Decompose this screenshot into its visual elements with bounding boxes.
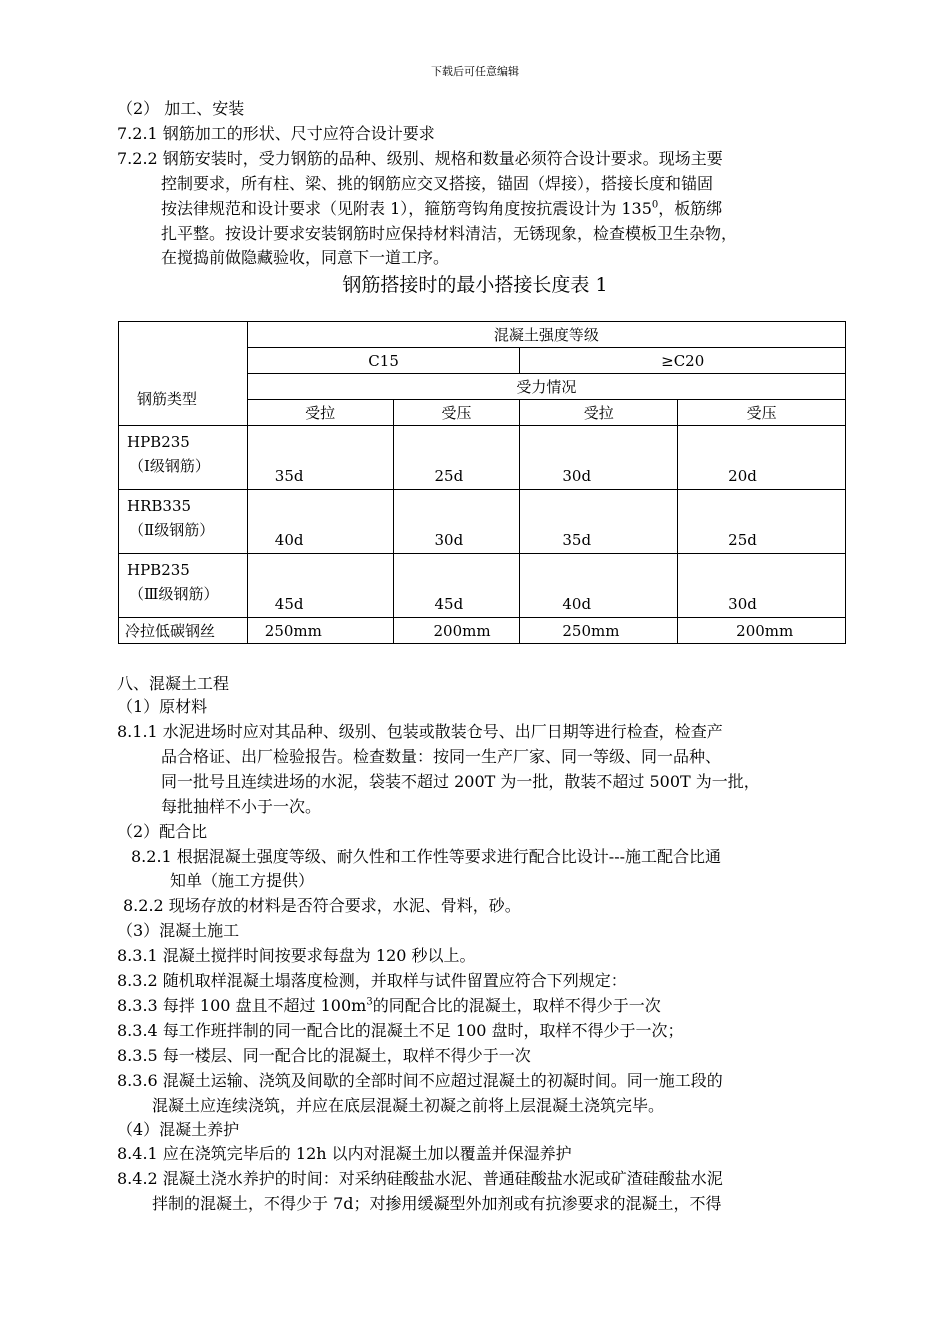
rebar-type-cell: HRB335 （Ⅱ级钢筋） xyxy=(119,490,248,554)
clause-line: 在搅捣前做隐藏验收，同意下一道工序。 xyxy=(161,248,450,267)
tension-header: 受拉 xyxy=(247,400,393,426)
clause-line: 7.2.2 钢筋安装时，受力钢筋的品种、级别、规格和数量必须符合设计要求。现场主要 xyxy=(117,149,723,168)
rebar-type-cell: HPB235 （Ⅰ级钢筋） xyxy=(119,426,248,490)
grade-c15: C15 xyxy=(247,348,520,374)
page-header: 下载后可任意编辑 xyxy=(431,65,519,78)
clause-line: 同一批号且连续进场的水泥，袋装不超过 200T 为一批，散装不超过 500T 为一批， xyxy=(161,772,760,791)
clause-8-4-1: 8.4.1 应在浇筑完毕后的 12h 以内对混凝土加以覆盖并保湿养护 xyxy=(117,1144,572,1163)
subsection-title-construction: （3）混凝土施工 xyxy=(117,921,240,940)
value-cell: 35d xyxy=(562,531,592,549)
clause-8-2-2: 8.2.2 现场存放的材料是否符合要求，水泥、骨料，砂。 xyxy=(123,896,521,915)
clause-8-3-5: 8.3.5 每一楼层、同一配合比的混凝土，取样不得少于一次 xyxy=(117,1046,531,1065)
value-cell: 45d xyxy=(434,595,464,613)
clause-line: 混凝土应连续浇筑，并应在底层混凝土初凝之前将上层混凝土浇筑完毕。 xyxy=(152,1096,665,1115)
clause-8-3-4: 8.3.4 每工作班拌制的同一配合比的混凝土不足 100 盘时，取样不得少于一次； xyxy=(117,1021,684,1040)
clause-line: 品合格证、出厂检验报告。检查数量：按同一生产厂家、同一等级、同一品种、 xyxy=(161,747,722,766)
value-cell: 250mm xyxy=(264,621,322,640)
value-cell: 40d xyxy=(562,595,592,613)
table-title: 钢筋搭接时的最小搭接长度表 1 xyxy=(342,274,608,296)
table-row xyxy=(119,490,846,554)
compression-header: 受压 xyxy=(678,400,846,426)
value-cell: 30d xyxy=(728,595,757,613)
value-cell: 45d xyxy=(274,595,304,613)
rebar-type-cell: HPB235 （Ⅲ级钢筋） xyxy=(119,554,248,618)
lap-length-table xyxy=(118,321,846,644)
clause-7-2-1: 7.2.1 钢筋加工的形状、尺寸应符合设计要求 xyxy=(117,124,435,143)
clause-line: 控制要求，所有柱、梁、挑的钢筋应交叉搭接，锚固（焊接），搭接长度和锚固 xyxy=(161,174,714,193)
value-cell: 30d xyxy=(434,531,464,549)
value-cell: 20d xyxy=(728,467,757,485)
tension-header: 受拉 xyxy=(520,400,678,426)
force-condition-header: 受力情况 xyxy=(247,374,845,400)
rebar-type-cell: 冷拉低碳钢丝 xyxy=(119,618,248,644)
rebar-type-header: 钢筋类型 xyxy=(119,322,248,426)
value-cell: 40d xyxy=(274,531,304,549)
clause-line: 8.1.1 水泥进场时应对其品种、级别、包装或散装仓号、出厂日期等进行检查，检查产 xyxy=(117,722,723,741)
table-row xyxy=(119,554,846,618)
value-cell: 25d xyxy=(728,531,757,549)
table-row xyxy=(119,618,846,644)
clause-line: 8.2.1 根据混凝土强度等级、耐久性和工作性等要求进行配合比设计---施工配合比通 xyxy=(131,847,722,866)
clause-8-3-2: 8.3.2 随机取样混凝土塌落度检测，并取样与试件留置应符合下列规定： xyxy=(117,971,627,990)
value-cell: 250mm xyxy=(562,621,620,640)
subsection-title-curing: （4）混凝土养护 xyxy=(117,1120,240,1139)
value-cell: 200mm xyxy=(433,621,491,640)
section-title-processing: （2） 加工、安装 xyxy=(117,99,245,118)
clause-8-3-3: 8.3.3 每拌 100 盘且不超过 $100m^3$的同配合比的混凝土，取样不得少于一次 xyxy=(117,996,661,1015)
clause-line: 扎平整。按设计要求安装钢筋时应保持材料清洁，无锈现象，检查模板卫生杂物， xyxy=(161,224,738,243)
clause-line: 8.3.6 混凝土运输、浇筑及间歇的全部时间不应超过混凝土的初凝时间。同一施工段的 xyxy=(117,1071,723,1090)
clause-line: 按法律规范和设计要求（见附表 1），箍筋弯钩角度按抗震设计为 $135^0$，板筋绑 xyxy=(161,199,723,218)
value-cell: 30d xyxy=(562,467,592,485)
clause-8-3-1: 8.3.1 混凝土搅拌时间按要求每盘为 120 秒以上。 xyxy=(117,946,476,965)
compression-header: 受压 xyxy=(393,400,520,426)
section-title-concrete: 八、混凝土工程 xyxy=(117,674,230,693)
clause-line: 知单（施工方提供） xyxy=(170,871,315,890)
clause-line: 每批抽样不小于一次。 xyxy=(161,797,322,816)
value-cell: 35d xyxy=(274,467,304,485)
clause-line: 拌制的混凝土，不得少于 7d；对掺用缓凝型外加剂或有抗渗要求的混凝土，不得 xyxy=(152,1194,722,1213)
table-row xyxy=(119,426,846,490)
grade-c20: ≥C20 xyxy=(520,348,846,374)
value-cell: 25d xyxy=(434,467,464,485)
clause-line: 8.4.2 混凝土浇水养护的时间：对采纳硅酸盐水泥、普通硅酸盐水泥或矿渣硅酸盐水泥 xyxy=(117,1169,723,1188)
subsection-title-materials: （1）原材料 xyxy=(117,697,208,716)
concrete-grade-header: 混凝土强度等级 xyxy=(247,322,845,348)
value-cell: 200mm xyxy=(736,621,794,640)
subsection-title-mix: （2）配合比 xyxy=(117,822,208,841)
